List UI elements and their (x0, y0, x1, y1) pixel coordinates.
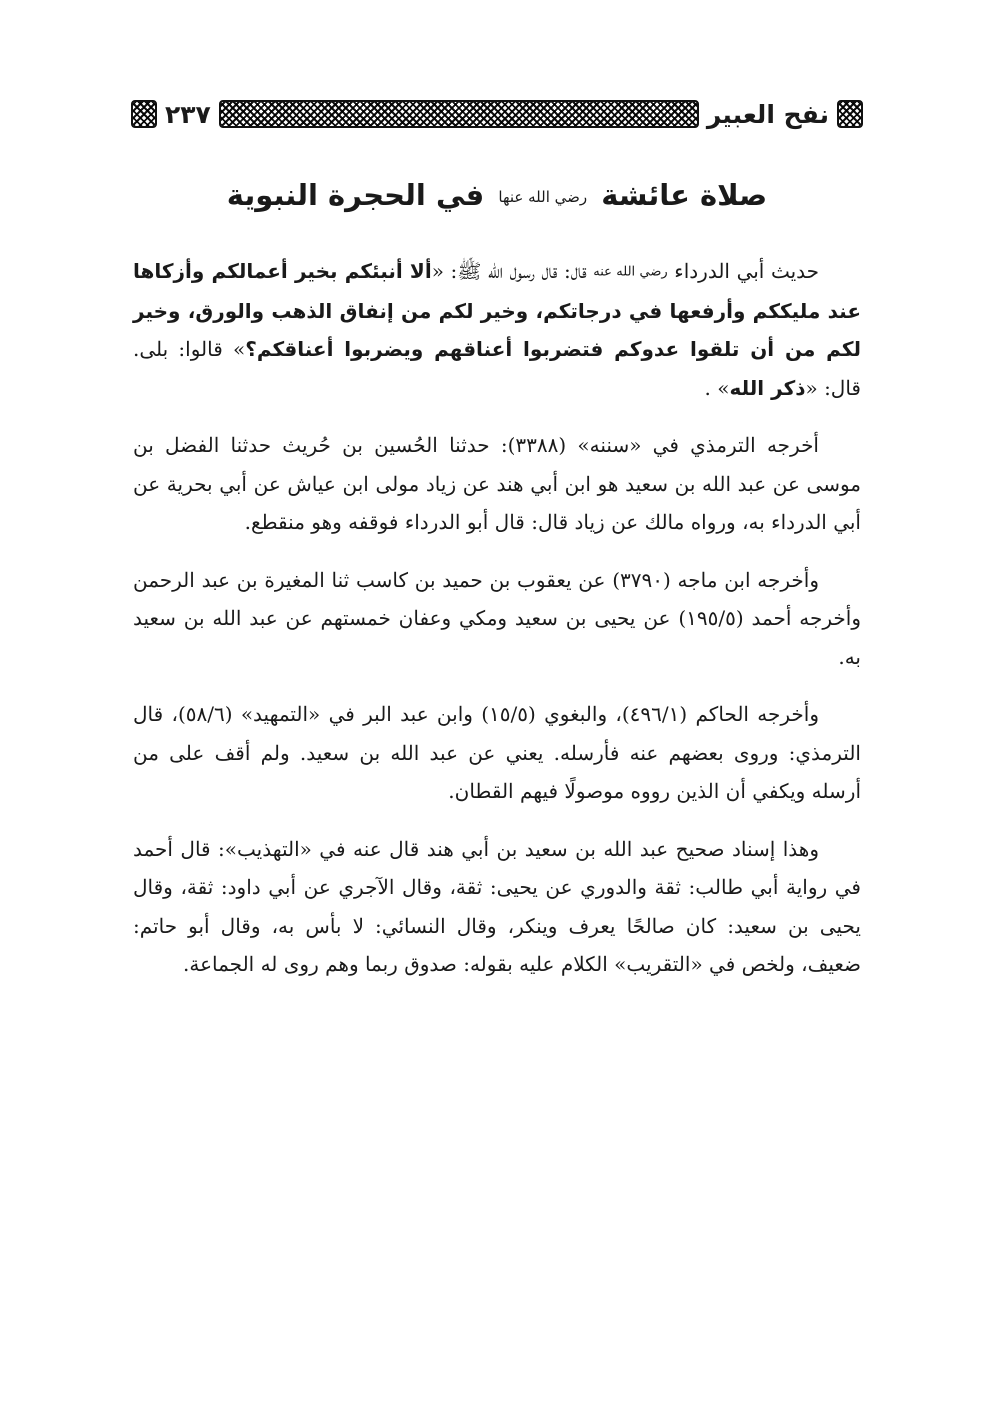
honorific-glyph: رضي الله عنها (498, 188, 588, 206)
paragraph-ibn-majah: وأخرجه ابن ماجه (٣٧٩٠) عن يعقوب بن حميد بن كاسب ثنا المغيرة بن عبد الرحمن وأخرجه أحمد (١٩٥/٥) عن يحيى بن سعيد ومكي وعفان خمستهم عن عبد الله بن سعيد به. (133, 567, 862, 669)
hadith-quote: ألا أنبئكم بخير أعمالكم وأزكاها عند مليككم وأرفعها في درجاتكم، وخير لكم من إنفاق الذهب والورق، وخير لكم من أن تلقوا عدوكم فتضربوا أعناقهم ويضربوا أعناقكم؟ (133, 259, 861, 362)
ornament-right (839, 102, 861, 126)
chapter-title (133, 178, 861, 212)
ornament-band (221, 102, 697, 126)
answer-close: » . (704, 375, 730, 400)
hadith-paragraph (133, 252, 861, 407)
running-header (133, 92, 861, 136)
paragraph-tirmidhi: أخرجه الترمذي في «سننه» (٣٣٨٨): حدثنا الحُسين بن حُريث حدثنا الفضل بن موسى عن عبد الله بن سعيد هو ابن أبي هند عن زياد مولى ابن عياش عن أبي بحرية عن أبي الدرداء به، ورواه مالك عن زياد قال: قال أبو الدرداء فوقفه وهو منقطع. (133, 433, 861, 535)
prophet-honorific: ﷺ (457, 259, 482, 283)
page-number: ٢٣٧ (165, 99, 211, 129)
chapter-title-part1: صلاة عائشة (601, 178, 768, 212)
paragraph-isnad: وهذا إسناد صحيح عبد الله بن سعيد بن أبي هند قال عنه في «التهذيب»: قال أحمد في رواية أبي طالب: ثقة والدوري عن يحيى: ثقة، وقال الآجري عن أبي داود: ثقة، وقال يحيى بن سعيد: كان صالحًا يعرف وينكر، وقال النسائي: لا بأس به، وقال أبو حاتم: ضعيف، ولخص في «التقريب» الكلام عليه بقوله: صدوق ربما وهم روى له الجماعة. (133, 836, 861, 977)
hadith-intro: حديث أبي الدرداء (674, 259, 820, 283)
companion-honorific: رضي الله عنه (593, 264, 668, 280)
book-title: نفح العبير (706, 99, 829, 129)
hadith-answer: ذكر الله (729, 375, 806, 400)
hadith-intro-cont: قال: قال رسول الله (488, 259, 594, 283)
quote-close: » قالوا: بلى. قال: « (133, 337, 861, 400)
quote-open: : « (431, 259, 458, 283)
ornament-left (133, 102, 155, 126)
paragraph-hakim: وأخرجه الحاكم (٤٩٦/١)، والبغوي (١٥/٥) وابن عبد البر في «التمهيد» (٥٨/٦)، قال الترمذي: وروى بعضهم عنه فأرسله. يعني عن عبد الله بن سعيد. ولم أقف على من أرسله ويكفي أن الذين رووه موصولًا فيهم القطان. (133, 702, 861, 804)
body-text (133, 252, 861, 1003)
chapter-title-part2: في الحجرة النبوية (226, 178, 485, 212)
